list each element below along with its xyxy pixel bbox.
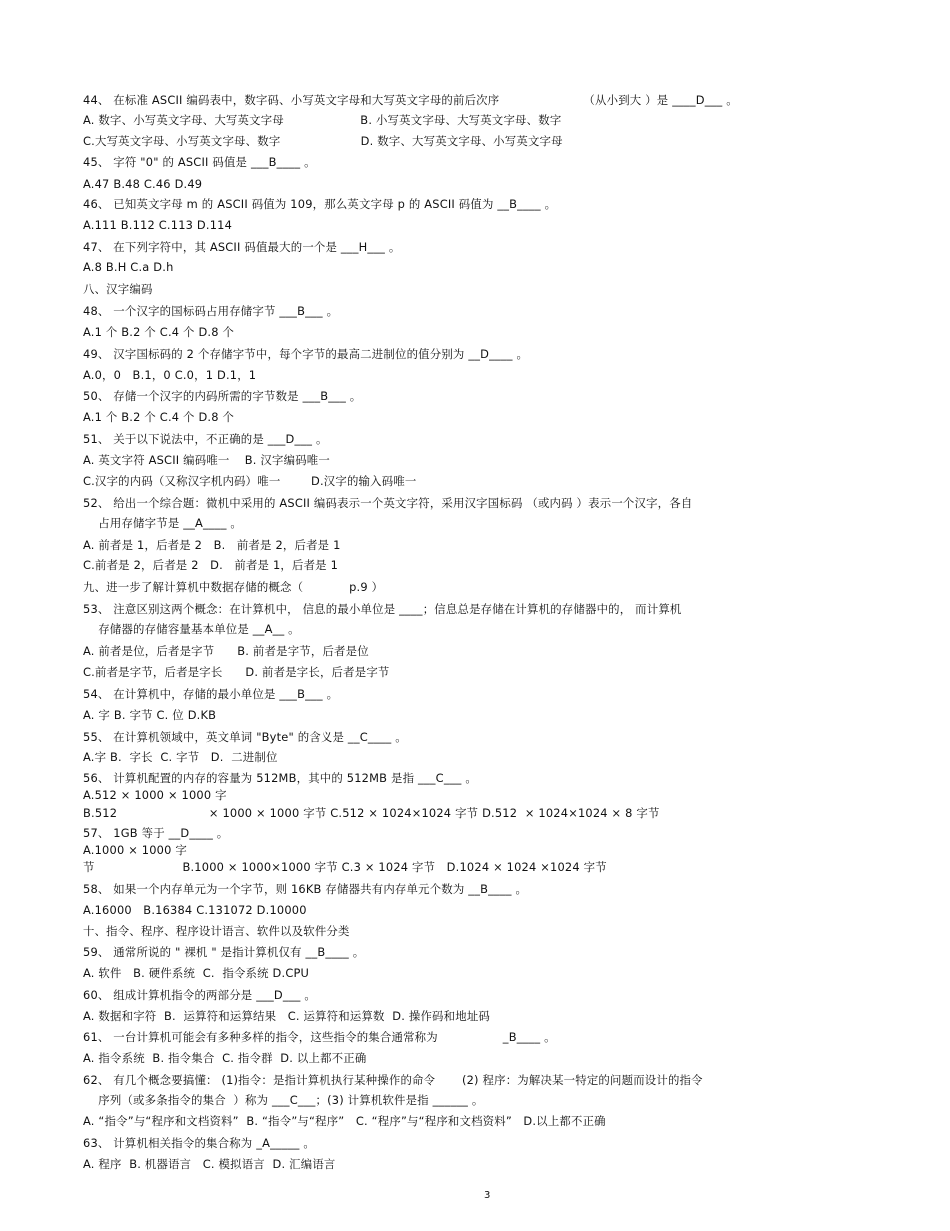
text-line: 54、 在计算机中，存储的最小单位是 ___B___ 。 (83, 687, 339, 701)
text-line: 55、 在计算机领域中，英文单词 "Byte" 的含义是 __C____ 。 (83, 730, 407, 744)
text-line: 49、 汉字国标码的 2 个存储字节中，每个字节的最高二进制位的值分别为 __D____ 。 (83, 347, 529, 361)
text-line: C.前者是字节，后者是字长 D. 前者是字长，后者是字节 (83, 665, 390, 679)
text-line: 57、 1GB 等于 __D____ 。 (83, 826, 229, 840)
text-line: A.47 B.48 C.46 D.49 (83, 177, 203, 191)
text-line: A.512 × 1000 × 1000 字 (83, 788, 227, 802)
text-line: A. 字 B. 字节 C. 位 D.KB (83, 708, 217, 722)
text-line: A. 软件 B. 硬件系统 C. 指令系统 D.CPU (83, 966, 310, 980)
text-line: A. 英文字符 ASCII 编码唯一 B. 汉字编码唯一 (83, 453, 330, 467)
text-line: 序列（或多条指令的集合 ）称为 ___C___；(3) 计算机软件是指 ______ 。 (83, 1093, 484, 1107)
text-line: 51、 关于以下说法中，不正确的是 ___D___ 。 (83, 432, 328, 446)
text-line: 60、 组成计算机指令的两部分是 ___D___ 。 (83, 988, 316, 1002)
text-line: A.8 B.H C.a D.h (83, 260, 174, 274)
text-line: A. 指令系统 B. 指令集合 C. 指令群 D. 以上都不正确 (83, 1051, 367, 1065)
text-line: 十、指令、程序、程序设计语言、软件以及软件分类 (83, 924, 350, 938)
text-line: A. 数字、小写英文字母、大写英文字母 B. 小写英文字母、大写英文字母、数字 (83, 113, 562, 127)
text-line: A. 前者是位，后者是字节 B. 前者是字节，后者是位 (83, 644, 369, 658)
text-line: A.1 个 B.2 个 C.4 个 D.8 个 (83, 325, 235, 339)
text-line: A. 前者是 1，后者是 2 B. 前者是 2，后者是 1 (83, 538, 341, 552)
text-line: 61、 一台计算机可能会有多种多样的指令，这些指令的集合通常称为 _B____ 。 (83, 1030, 556, 1044)
text-line: 63、 计算机相关指令的集合称为 _A_____ 。 (83, 1136, 315, 1150)
text-line: 59、 通常所说的 " 裸机 " 是指计算机仅有 __B____ 。 (83, 945, 365, 959)
text-line: 56、 计算机配置的内存的容量为 512MB，其中的 512MB 是指 ___C___ 。 (83, 771, 477, 785)
text-line: 八、汉字编码 (83, 282, 153, 296)
text-line: A.0，0 B.1，0 C.0，1 D.1，1 (83, 368, 257, 382)
text-line: 47、 在下列字符中，其 ASCII 码值最大的一个是 ___H___ 。 (83, 240, 401, 254)
text-line: 62、 有几个概念要搞懂： (1)指令：是指计算机执行某种操作的命令 (2) 程序：为解决某一特定的问题而设计的指令 (83, 1073, 703, 1087)
text-line: C.大写英文字母、小写英文字母、数字 D. 数字、大写英文字母、小写英文字母 (83, 134, 563, 148)
text-line: A.111 B.112 C.113 D.114 (83, 218, 233, 232)
text-line: A.1 个 B.2 个 C.4 个 D.8 个 (83, 410, 235, 424)
page-number: 3 (484, 1190, 491, 1201)
text-line: C.前者是 2，后者是 2 D. 前者是 1，后者是 1 (83, 558, 339, 572)
text-line: A.16000 B.16384 C.131072 D.10000 (83, 903, 307, 917)
text-line: A.字 B. 字长 C. 字节 D. 二进制位 (83, 750, 278, 764)
text-line: A. 程序 B. 机器语言 C. 模拟语言 D. 汇编语言 (83, 1157, 336, 1171)
text-line: C.汉字的内码（又称汉字机内码）唯一 D.汉字的输入码唯一 (83, 474, 417, 488)
text-line: 44、 在标准 ASCII 编码表中，数字码、小写英文字母和大写英文字母的前后次序 （从小到大 ）是 ____D___ 。 (83, 93, 738, 107)
text-line: 50、 存储一个汉字的内码所需的字节数是 ___B___ 。 (83, 389, 362, 403)
text-line: 46、 已知英文字母 m 的 ASCII 码值为 109，那么英文字母 p 的 ASCII 码值为 __B____ 。 (83, 197, 557, 211)
text-line: A.1000 × 1000 字 (83, 843, 187, 857)
text-line: 48、 一个汉字的国标码占用存储字节 ___B___ 。 (83, 304, 339, 318)
text-line: 九、进一步了解计算机中数据存储的概念（ p.9 ） (83, 580, 384, 594)
text-line: 45、 字符 "0" 的 ASCII 码值是 ___B____ 。 (83, 155, 316, 169)
text-line: A. “指令”与“程序和文档资料” B. “指令”与“程序” C. “程序”与“程序和文档资料” D.以上都不正确 (83, 1114, 606, 1128)
text-line: 节 B.1000 × 1000×1000 字节 C.3 × 1024 字节 D.1024 × 1024 ×1024 字节 (83, 860, 607, 874)
text-line: 53、 注意区别这两个概念：在计算机中， 信息的最小单位是 ____；信息总是存储在计算机的存储器中的， 而计算机 (83, 602, 682, 616)
text-line: 58、 如果一个内存单元为一个字节，则 16KB 存储器共有内存单元个数为 __B____ 。 (83, 882, 528, 896)
text-line: B.512 × 1000 × 1000 字节 C.512 × 1024×1024 字节 D.512 × 1024×1024 × 8 字节 (83, 806, 660, 820)
text-line: 52、 给出一个综合题：微机中采用的 ASCII 编码表示一个英文字符，采用汉字国标码 （或内码 ）表示一个汉字，各自 (83, 496, 693, 510)
text-line: A. 数据和字符 B. 运算符和运算结果 C. 运算符和运算数 D. 操作码和地址码 (83, 1009, 491, 1023)
text-line: 占用存储字节是 __A____ 。 (83, 516, 243, 530)
text-line: 存储器的存储容量基本单位是 __A__ 。 (83, 622, 300, 636)
